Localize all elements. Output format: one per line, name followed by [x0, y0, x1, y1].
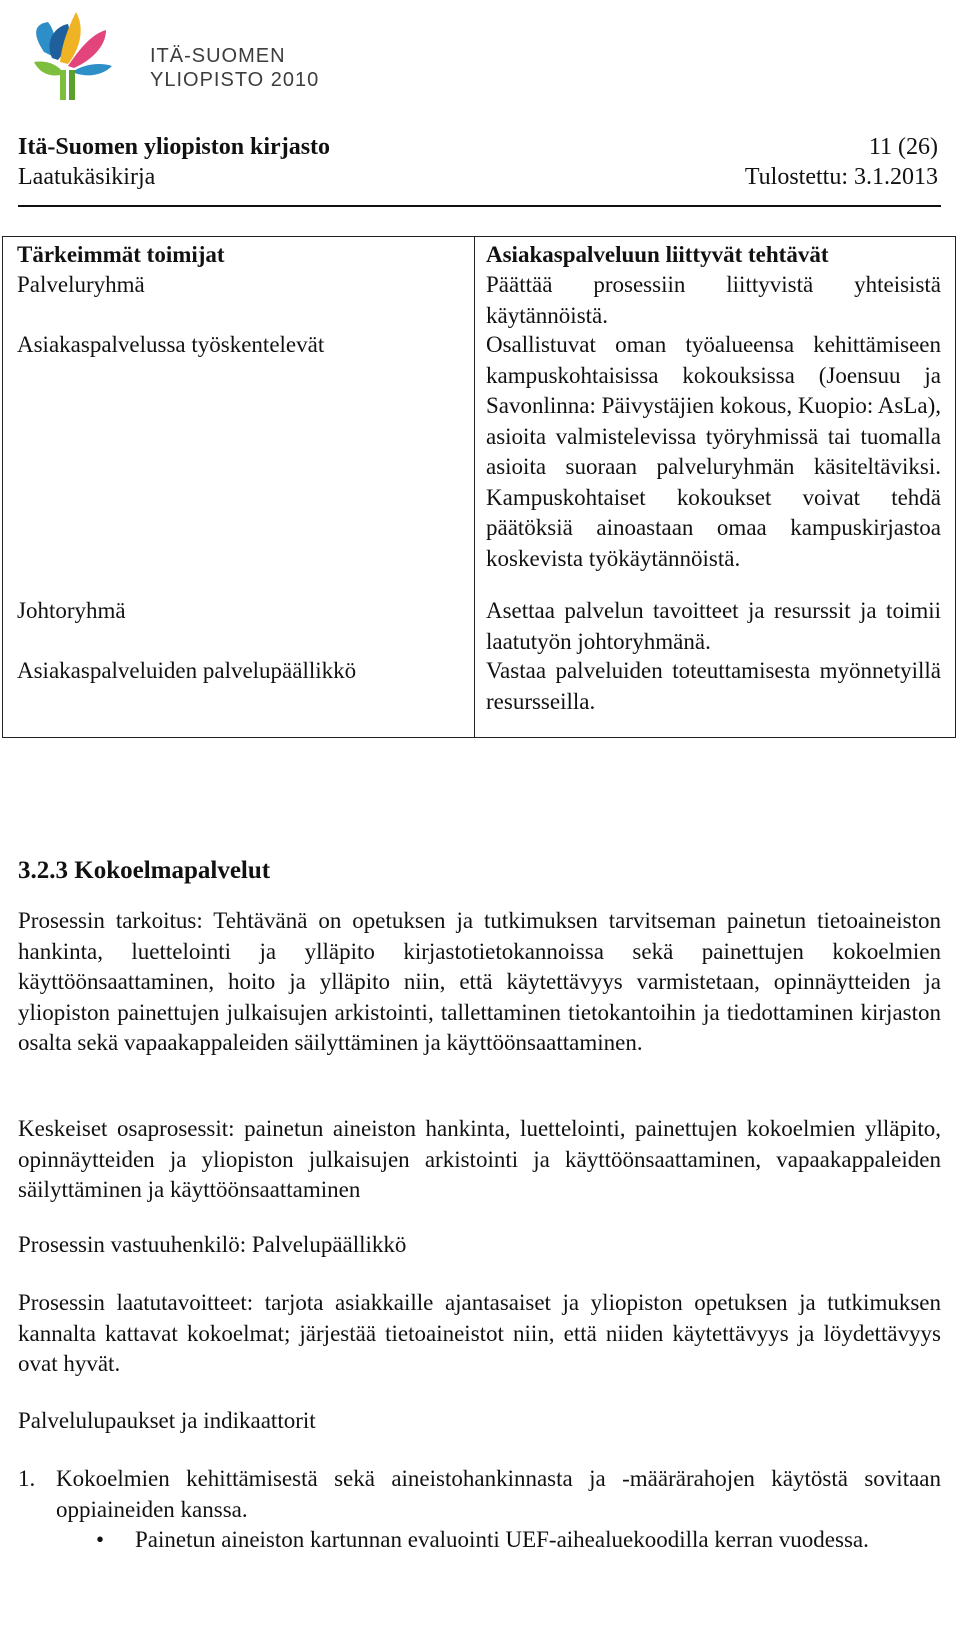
print-date: Tulostettu: 3.1.2013	[744, 164, 938, 190]
header-row-2	[18, 164, 938, 191]
table-cell-task: Osallistuvat oman työalueensa kehittämiseen kampuskohtaisissa kokouksissa (Joensuu ja Savonlinna: Päivystäjien kokous, Kuopio: AsLa), asioita valmistelevissa työryhmissä tai tuomalla asioita suoraan palveluryhmän käsiteltäviksi. Kampuskohtaiset kokoukset voivat tehdä päätöksiä ainoastaan omaa kampuskirjastoa koskevista työkäytännöistä.	[486, 332, 941, 571]
table-cell-task: Vastaa palveluiden toteuttamisesta myönnetyillä resursseilla.	[486, 658, 941, 714]
table-cell-actor: Asiakaspalveluiden palvelupäällikkö	[17, 658, 357, 683]
purpose-paragraph: Prosessin tarkoitus: Tehtävänä on opetuksen ja tutkimuksen tarvitseman painetun tietoaineiston hankinta, luettelointi ja ylläpito kirjastotietokannoissa sekä painettujen kokoelmien käyttöönsaattaminen, hoito ja ylläpito niin, että käytettävyys varmistetaan, opinnäytteiden ja yliopiston painettujen julkaisujen arkistointi, tallettaminen tietokantoihin ja tiedottaminen kirjaston osalta sekä vapaakappaleiden säilyttäminen ja käyttöönsaattaminen.	[18, 908, 941, 1055]
table-cell-actor: Palveluryhmä	[17, 272, 145, 297]
list-item-text: Kokoelmien kehittämisestä sekä aineistohankinnasta ja -määrärahojen käytöstä sovitaan oppiaineiden kanssa.	[56, 1466, 941, 1522]
table-cell-actor: Asiakaspalvelussa työskentelevät	[17, 332, 325, 357]
university-logo	[22, 4, 322, 104]
table-cell-task: Asettaa palvelun tavoitteet ja resurssit ja toimii laatutyön johtoryhmänä.	[486, 598, 941, 654]
subprocesses-paragraph: Keskeiset osaprosessit: painetun aineiston hankinta, luettelointi, painettujen kokoelmien ylläpito, opinnäytteiden ja yliopiston julkaisujen arkistointi ja käyttöönsaattaminen, vapaakappaleiden säilyttäminen ja käyttöönsaattaminen	[18, 1116, 941, 1202]
document-title: Itä-Suomen yliopiston kirjasto	[18, 134, 331, 160]
page-number: 11 (26)	[868, 134, 938, 160]
logo-text	[150, 44, 319, 92]
table-header-tasks: Asiakaspalveluun liittyvät tehtävät	[486, 242, 829, 267]
list-number: 1.	[18, 1466, 36, 1491]
header-row-1	[18, 134, 938, 161]
owner-paragraph: Prosessin vastuuhenkilö: Palvelupäällikkö	[18, 1232, 407, 1257]
document-type: Laatukäsikirja	[18, 164, 156, 190]
table-column-divider	[474, 237, 475, 737]
logo-line-1: ITÄ-SUOMEN	[150, 45, 286, 67]
promises-heading: Palvelulupaukset ja indikaattorit	[18, 1408, 316, 1433]
bullet-text: Painetun aineiston kartunnan evaluointi UEF-aihealuekoodilla kerran vuodessa.	[135, 1527, 869, 1552]
logo-line-2: YLIOPISTO 2010	[150, 69, 320, 91]
table-header-actors: Tärkeimmät toimijat	[17, 242, 225, 267]
section-heading: 3.2.3 Kokoelmapalvelut	[18, 857, 271, 884]
table-cell-task: Päättää prosessiin liittyvistä yhteisistä käytännöistä.	[486, 272, 941, 328]
bullet-icon: •	[96, 1527, 105, 1552]
goals-paragraph: Prosessin laatutavoitteet: tarjota asiakkaille ajantasaiset ja yliopiston opetuksen ja tutkimuksen kannalta kattavat kokoelmat; järjestää tietoaineistot niin, että niiden käytettävyys ja löydettävyys ovat hyvät.	[18, 1290, 941, 1376]
header-divider	[18, 205, 941, 207]
flower-logo-icon	[22, 4, 142, 104]
table-cell-actor: Johtoryhmä	[17, 598, 126, 623]
